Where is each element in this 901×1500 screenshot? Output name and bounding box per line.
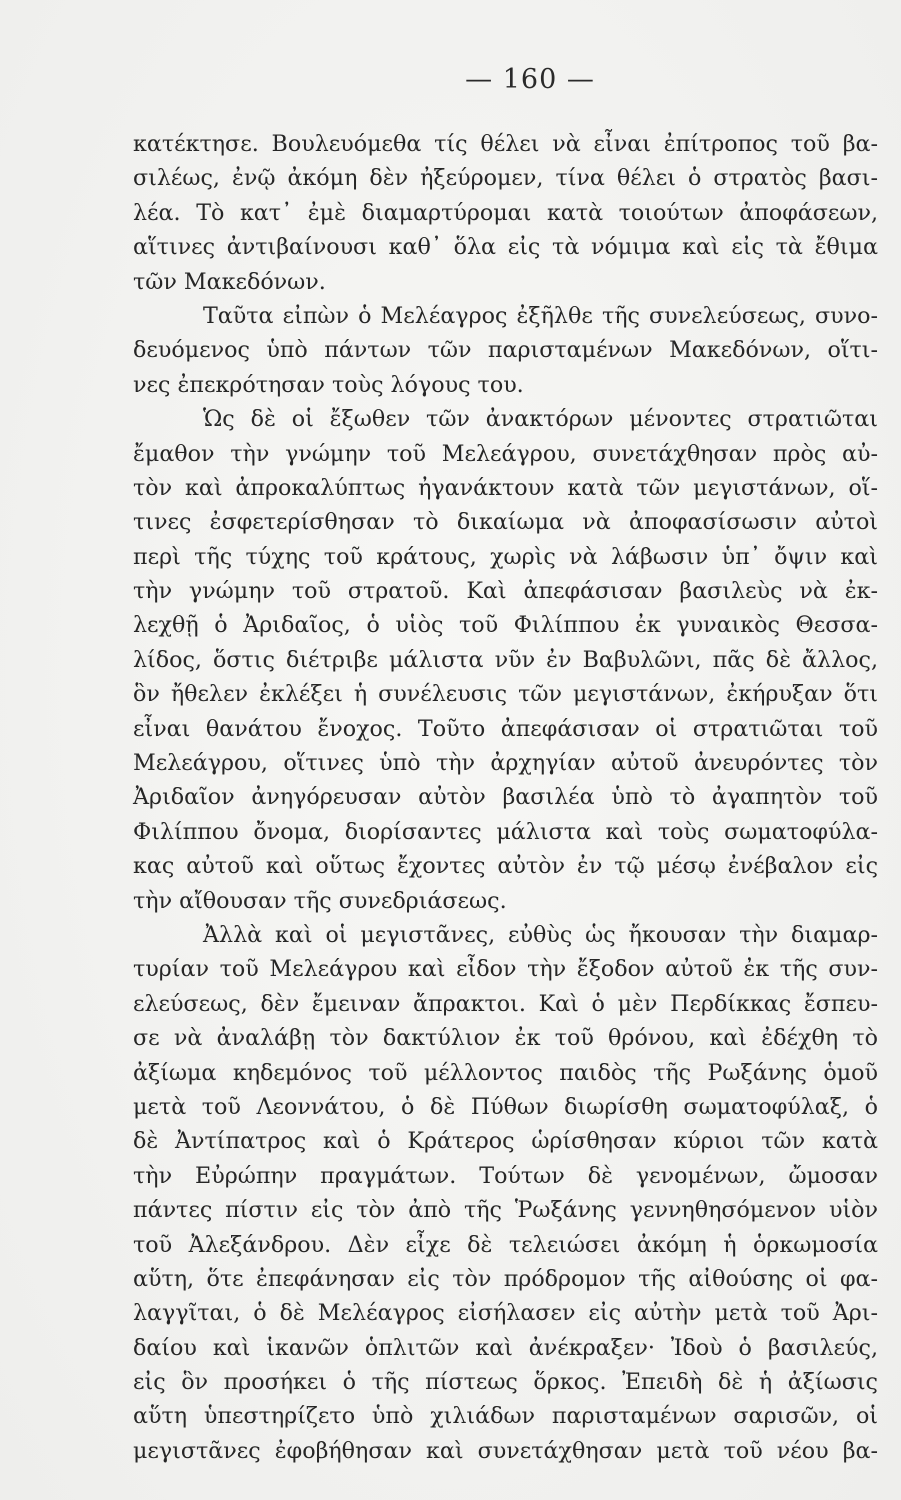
text-line: τὴν γνώμην τοῦ στρατοῦ. Καὶ ἀπεφάσισαν βασιλεὺς νὰ ἐκ- bbox=[133, 578, 878, 605]
text-line: εἶναι θανάτου ἔνοχος. Τοῦτο ἀπεφάσισαν οἱ στρατιῶται τοῦ bbox=[133, 715, 878, 742]
text-line: λαγγῖται, ὁ δὲ Μελέαγρος εἰσήλασεν εἰς αὐτὴν μετὰ τοῦ Ἀρι- bbox=[133, 1300, 878, 1327]
text-line: αἵτινες ἀντιβαίνουσι καθ᾽ ὅλα εἰς τὰ νόμιμα καὶ εἰς τὰ ἔθιμα bbox=[133, 234, 878, 261]
text-line: δαίου καὶ ἱκανῶν ὁπλιτῶν καὶ ἀνέκραξεν· Ἰδοὺ ὁ βασιλεύς, bbox=[133, 1334, 878, 1361]
text-line: μετὰ τοῦ Λεοννάτου, ὁ δὲ Πύθων διωρίσθη σωματοφύλαξ, ὁ bbox=[133, 1093, 878, 1120]
text-line: περὶ τῆς τύχης τοῦ κράτους, χωρὶς νὰ λάβωσιν ὑπ᾽ ὄψιν καὶ bbox=[133, 543, 878, 570]
text-line: νες ἐπεκρότησαν τοὺς λόγους του. bbox=[133, 371, 524, 398]
body-text bbox=[133, 127, 878, 1468]
text-line: τινες ἐσφετερίσθησαν τὸ δικαίωμα νὰ ἀποφασίσωσιν αὐτοὶ bbox=[133, 509, 878, 536]
text-line: Ταῦτα εἰπὼν ὁ Μελέαγρος ἐξῆλθε τῆς συνελεύσεως, συνο- bbox=[203, 302, 878, 329]
text-line: τὴν αἴθουσαν τῆς συνεδριάσεως. bbox=[133, 887, 507, 914]
text-line: δευόμενος ὑπὸ πάντων τῶν παρισταμένων Μακεδόνων, οἵτι- bbox=[133, 337, 878, 364]
page-number-text: — 160 — bbox=[465, 64, 595, 95]
text-line: τὸν καὶ ἀπροκαλύπτως ἠγανάκτουν κατὰ τῶν μεγιστάνων, οἵ- bbox=[133, 474, 878, 501]
text-line: Ἀλλὰ καὶ οἱ μεγιστᾶνες, εὐθὺς ὡς ἤκουσαν τὴν διαμαρ- bbox=[203, 921, 878, 948]
text-line: τὴν Εὐρώπην πραγμάτων. Τούτων δὲ γενομένων, ὤμοσαν bbox=[133, 1162, 878, 1189]
text-line: τοῦ Ἀλεξάνδρου. Δὲν εἶχε δὲ τελειώσει ἀκόμη ἡ ὁρκωμοσία bbox=[133, 1231, 878, 1258]
text-line: ελεύσεως, δὲν ἔμειναν ἄπρακτοι. Καὶ ὁ μὲν Περδίκκας ἔσπευ- bbox=[133, 990, 878, 1017]
text-line: τυρίαν τοῦ Μελεάγρου καὶ εἶδον τὴν ἔξοδον αὐτοῦ ἐκ τῆς συν- bbox=[133, 956, 878, 983]
text-line: λεχθῇ ὁ Ἀριδαῖος, ὁ υἱὸς τοῦ Φιλίππου ἐκ γυναικὸς Θεσσα- bbox=[133, 612, 878, 639]
text-line: σε νὰ ἀναλάβῃ τὸν δακτύλιον ἐκ τοῦ θρόνου, καὶ ἐδέχθη τὸ bbox=[133, 1025, 878, 1052]
text-line: λίδος, ὅστις διέτριβε μάλιστα νῦν ἐν Βαβυλῶνι, πᾶς δὲ ἄλλος, bbox=[133, 646, 878, 673]
text-line: μεγιστᾶνες ἐφοβήθησαν καὶ συνετάχθησαν μετὰ τοῦ νέου βα- bbox=[133, 1437, 878, 1464]
text-line: κας αὐτοῦ καὶ οὕτως ἔχοντες αὐτὸν ἐν τῷ μέσῳ ἐνέβαλον εἰς bbox=[133, 853, 878, 880]
text-line: ὃν ἤθελεν ἐκλέξει ἡ συνέλευσις τῶν μεγιστάνων, ἐκήρυξαν ὅτι bbox=[133, 681, 878, 708]
text-line: τῶν Μακεδόνων. bbox=[133, 268, 326, 295]
text-line: Ἀριδαῖον ἀνηγόρευσαν αὐτὸν βασιλέα ὑπὸ τὸ ἀγαπητὸν τοῦ bbox=[133, 784, 878, 811]
text-line: αὕτη, ὅτε ἐπεφάνησαν εἰς τὸν πρόδρομον τῆς αἰθούσης οἱ φα- bbox=[133, 1265, 878, 1292]
text-line: λέα. Τὸ κατ᾽ ἐμὲ διαμαρτύρομαι κατὰ τοιούτων ἀποφάσεων, bbox=[133, 199, 878, 226]
text-line: Ὡς δὲ οἱ ἔξωθεν τῶν ἀνακτόρων μένοντες στρατιῶται bbox=[203, 406, 878, 433]
text-line: δὲ Ἀντίπατρος καὶ ὁ Κράτερος ὡρίσθησαν κύριοι τῶν κατὰ bbox=[133, 1128, 878, 1155]
text-line: σιλέως, ἐνῷ ἀκόμη δὲν ἠξεύρομεν, τίνα θέλει ὁ στρατὸς βασι- bbox=[133, 165, 878, 192]
text-line: κατέκτησε. Βουλευόμεθα τίς θέλει νὰ εἶναι ἐπίτροπος τοῦ βα- bbox=[133, 131, 878, 157]
text-line: αὕτη ὑπεστηρίζετο ὑπὸ χιλιάδων παρισταμένων σαρισῶν, οἱ bbox=[133, 1403, 878, 1430]
text-line: Φιλίππου ὄνομα, διορίσαντες μάλιστα καὶ τοὺς σωματοφύλα- bbox=[133, 818, 878, 845]
text-line: Μελεάγρου, οἵτινες ὑπὸ τὴν ἀρχηγίαν αὐτοῦ ἀνευρόντες τὸν bbox=[133, 750, 878, 777]
text-line: πάντες πίστιν εἰς τὸν ἀπὸ τῆς Ῥωξάνης γεννηθησόμενον υἱὸν bbox=[133, 1197, 878, 1224]
text-line: ἀξίωμα κηδεμόνος τοῦ μέλλοντος παιδὸς τῆς Ρωξάνης ὁμοῦ bbox=[133, 1059, 878, 1086]
text-line: ἔμαθον τὴν γνώμην τοῦ Μελεάγρου, συνετάχθησαν πρὸς αὐ- bbox=[133, 440, 878, 467]
text-line: εἰς ὃν προσήκει ὁ τῆς πίστεως ὅρκος. Ἐπειδὴ δὲ ἡ ἀξίωσις bbox=[133, 1369, 878, 1396]
page-number bbox=[0, 64, 901, 95]
